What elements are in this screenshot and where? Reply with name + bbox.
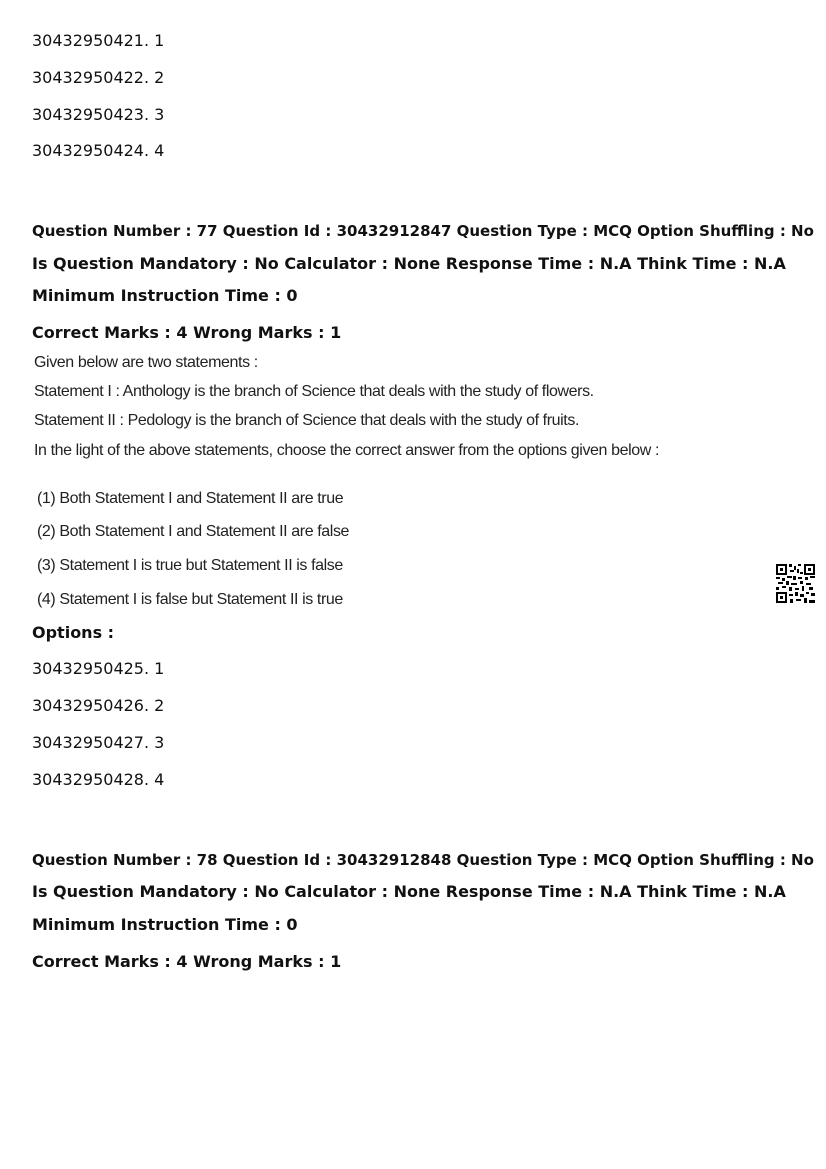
q77-header: Question Number : 77 Question Id : 30432912847 Question Type : MCQ Option Shuffling : No bbox=[32, 222, 814, 240]
q77-option-4: 30432950428. 4 bbox=[32, 770, 165, 789]
q78-marks: Correct Marks : 4 Wrong Marks : 1 bbox=[32, 952, 342, 971]
q77-option-1: 30432950425. 1 bbox=[32, 659, 165, 678]
q77-intro: Given below are two statements : bbox=[34, 354, 258, 371]
prev-option-1: 30432950421. 1 bbox=[32, 31, 165, 50]
prev-option-2: 30432950422. 2 bbox=[32, 68, 165, 87]
q77-choice-2: (2) Both Statement I and Statement II are false bbox=[37, 523, 350, 540]
q78-header: Question Number : 78 Question Id : 30432912848 Question Type : MCQ Option Shuffling : No bbox=[32, 851, 814, 869]
q77-statement-2: Statement II : Pedology is the branch of Science that deals with the study of fruits. bbox=[34, 412, 579, 429]
prev-option-4: 30432950424. 4 bbox=[32, 141, 165, 160]
q77-min-time: Minimum Instruction Time : 0 bbox=[32, 286, 298, 305]
q78-min-time: Minimum Instruction Time : 0 bbox=[32, 915, 298, 934]
q77-mandatory-line: Is Question Mandatory : No Calculator : None Response Time : N.A Think Time : N.A bbox=[32, 254, 786, 273]
q77-choice-4: (4) Statement I is false but Statement II is true bbox=[37, 591, 343, 608]
q77-marks: Correct Marks : 4 Wrong Marks : 1 bbox=[32, 323, 342, 342]
q77-statement-1: Statement I : Anthology is the branch of Science that deals with the study of flowers. bbox=[34, 383, 594, 400]
q77-option-2: 30432950426. 2 bbox=[32, 696, 165, 715]
q78-mandatory-line: Is Question Mandatory : No Calculator : None Response Time : N.A Think Time : N.A bbox=[32, 882, 786, 901]
qr-code bbox=[776, 564, 815, 603]
q77-choice-3: (3) Statement I is true but Statement II is false bbox=[37, 557, 343, 574]
q77-option-3: 30432950427. 3 bbox=[32, 733, 165, 752]
q77-instruction: In the light of the above statements, choose the correct answer from the options given below : bbox=[34, 442, 659, 459]
prev-option-3: 30432950423. 3 bbox=[32, 105, 165, 124]
q77-options-label: Options : bbox=[32, 623, 115, 642]
q77-choice-1: (1) Both Statement I and Statement II are true bbox=[37, 490, 344, 507]
